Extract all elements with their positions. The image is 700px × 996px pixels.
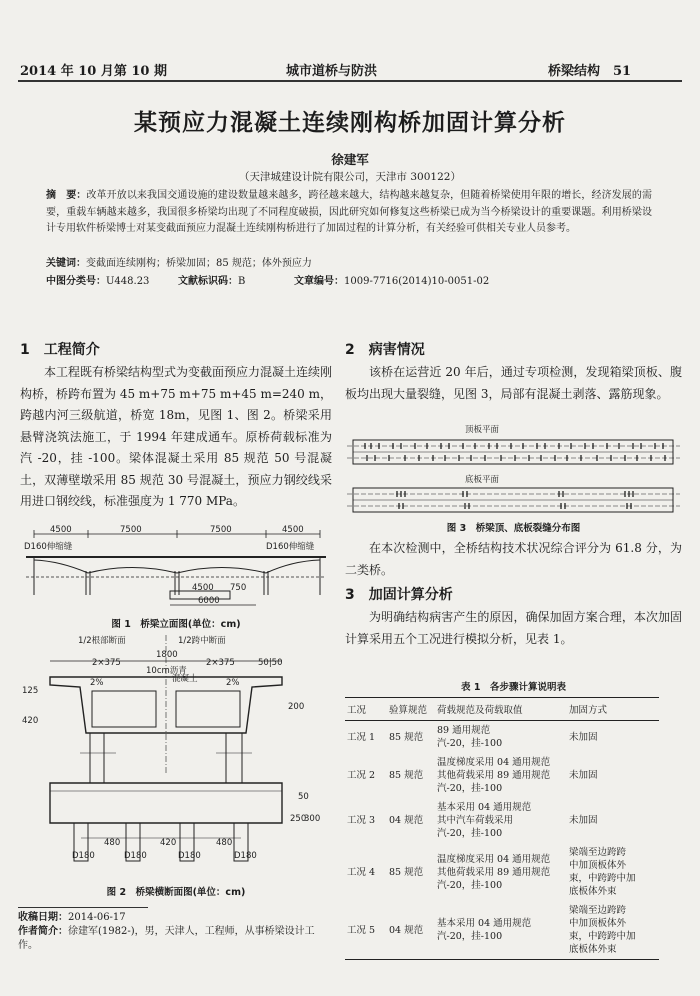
- fig2-dim-250: 250: [290, 814, 307, 824]
- table-cell: 04 规范: [389, 815, 424, 826]
- footnote-rule: [18, 907, 148, 908]
- fig2-pile-2: D180: [124, 851, 147, 861]
- fig2-dim-300: 300: [304, 814, 321, 824]
- fig1-right-joint: D160伸缩缝: [266, 542, 315, 552]
- keywords-label: 关键词：: [46, 258, 86, 269]
- table-header-cell: 加固方式: [567, 698, 659, 721]
- table-cell: 85 规范: [389, 866, 424, 878]
- clc-number: [46, 272, 149, 287]
- affiliation: （天津城建设计院有限公司，天津市 300122）: [239, 171, 461, 183]
- fig2-curb: 50|50: [258, 658, 283, 668]
- figure3-crack-map: [345, 422, 682, 520]
- table-cell: 基本采用 04 通用规范 汽-20，挂-100: [435, 901, 567, 960]
- table-cell: 工况 5: [345, 901, 387, 960]
- header-issue: 2014 年 10 月第 10 期: [20, 64, 167, 79]
- clc-value: U448.23: [106, 276, 150, 287]
- section2-body: 该桥在运营近 20 年后，通过专项检测，发现箱梁顶板、腹板均出现大量裂缝，见图 3，局部有混凝土剥落、露筋现象。: [345, 365, 682, 401]
- table-cell: 未加固: [569, 770, 598, 781]
- table-header-row: [345, 698, 659, 721]
- fig1-dim-1: 4500: [50, 525, 72, 535]
- section1-heading: 1 工程简介: [20, 342, 100, 358]
- table-cell: 工况 2: [347, 770, 376, 781]
- section2-assessment: 在本次检测中，全桥结构技术状况综合评分为 61.8 分，为二类桥。: [345, 541, 682, 577]
- article-number: [294, 272, 489, 287]
- fig2-slope-left: 2%: [90, 678, 104, 688]
- fig2-overlay: 10cm沥青: [146, 666, 187, 676]
- fig1-dim-2: 7500: [120, 525, 142, 535]
- footnote-bio: [18, 925, 318, 953]
- table-cell: 未加固: [569, 815, 598, 826]
- received-label: 收稿日期：: [18, 912, 68, 923]
- table-cell: 04 规范: [387, 901, 435, 960]
- figure2-cross-section: [20, 633, 332, 883]
- fig2-pile-3: D180: [178, 851, 201, 861]
- table1-caption: 表 1 各步骤计算说明表: [461, 682, 566, 693]
- table-cell: 工况 1: [347, 731, 376, 743]
- header-rule: [18, 80, 682, 82]
- fig3-bottom-label: 底板平面: [465, 475, 500, 485]
- abstract: [46, 188, 652, 238]
- table-row: [345, 798, 659, 843]
- doc-label: 文献标识码：: [178, 276, 238, 287]
- table-row: [345, 843, 659, 901]
- fig2-pile-spacing-3: 480: [216, 838, 233, 848]
- fig2-width: 1800: [156, 650, 178, 660]
- doc-value: B: [238, 276, 246, 287]
- table-header-cell: 验算规范: [387, 698, 435, 721]
- figure1-caption: 图 1 桥梁立面图(单位：cm): [111, 619, 241, 630]
- table-cell: 温度梯度采用 04 通用规范 其他荷载采用 89 通用规范 汽-20，挂-100: [437, 853, 551, 891]
- section3-body: 为明确结构病害产生的原因，确保加固方案合理，本次加固计算采用五个工况进行模拟分析，见表 1。: [345, 610, 682, 646]
- fig2-slope-right: 2%: [226, 678, 240, 688]
- fig2-lane-right: 2×375: [206, 658, 235, 668]
- section1-body: 本工程既有桥梁结构型式为变截面预应力混凝土连续刚构桥，桥跨布置为 45 m+75 m+75 m+45 m=240 m，跨越内河三级航道，桥宽 18m，见图 1、图 2。桥梁采用悬臂浇筑法施工，于 1994 年建成通车。原桥荷载标准为汽 -20，挂 -100。梁体混凝土采用 85 规范 50 号混凝土，双薄壁墩采用 85 规范 30 号混凝土，预应力钢绞线采用进口钢绞线，标准强度为 1 770 MPa。: [20, 365, 333, 508]
- fig2-pile-1: D180: [72, 851, 95, 861]
- bio-text: 徐建军(1982-)，男，天津人，工程师，从事桥梁设计工作。: [18, 926, 315, 951]
- abstract-text: 改革开放以来我国交通设施的建设数量越来越多，跨径越来越大，结构越来越复杂，但随着桥梁使用年限的增长，经济发展的需要，重载车辆越来越多，我国很多桥梁均出现了不同程度破损，因此研究如何修复这些桥梁已成为当今桥梁设计的重要课题。利用桥梁设计专用软件桥梁博士对某变截面预应力混凝土连续刚构桥进行了加固过程的计算分析，有关经验可供相关专业人员参考。: [46, 190, 653, 234]
- figure1-elevation: [20, 525, 332, 611]
- section2-heading: 2 病害情况: [345, 342, 425, 358]
- art-value: 1009-7716(2014)10-0051-02: [344, 276, 490, 287]
- footnote-received: [18, 911, 318, 925]
- fig1-total: 6000: [198, 596, 220, 606]
- table-row: [345, 753, 659, 798]
- table-cell: 梁端至边跨跨 中加顶板体外 束，中跨跨中加 底板体外束: [569, 847, 636, 897]
- figure3-caption: 图 3 桥梁顶、底板裂缝分布图: [446, 523, 581, 534]
- fig2-dim-420: 420: [22, 716, 39, 726]
- fig2-dim-125: 125: [22, 686, 39, 696]
- author: 徐建军: [331, 152, 369, 167]
- clc-label: 中图分类号：: [46, 276, 106, 287]
- keywords-text: 变截面连续刚构；桥梁加固；85 规范；体外预应力: [86, 258, 312, 269]
- fig2-concrete: 混凝土: [172, 674, 198, 684]
- received-date: 2014-06-17: [68, 912, 126, 923]
- fig1-dim-4: 4500: [282, 525, 304, 535]
- fig2-dim-200: 200: [288, 702, 305, 712]
- bio-label: 作者简介：: [18, 926, 68, 937]
- section3-heading: 3 加固计算分析: [345, 587, 453, 603]
- table-cell: 85 规范: [389, 770, 424, 781]
- fig1-left-joint: D160伸缩缝: [24, 542, 73, 552]
- table-cell: 梁端至边跨跨 中加顶板体外 束，中跨跨中加 底板体外束: [567, 901, 659, 960]
- table-cell: 工况 3: [347, 815, 376, 826]
- table-header-cell: 荷载规范及荷载取值: [435, 698, 567, 721]
- table1-wrapper: [345, 697, 659, 960]
- table-cell: 温度梯度采用 04 通用规范 其他荷载采用 89 通用规范 汽-20，挂-100: [437, 757, 551, 794]
- art-label: 文章编号：: [294, 276, 344, 287]
- table-row: [345, 721, 659, 754]
- fig1-dim-3: 7500: [210, 525, 232, 535]
- table-cell: 基本采用 04 通用规范 其中汽车荷载采用 汽-20，挂-100: [437, 802, 532, 839]
- keywords: [46, 254, 652, 269]
- table-cell: 未加固: [569, 731, 598, 743]
- fig2-mid-label: 1/2跨中断面: [178, 636, 226, 646]
- fig2-pile-spacing-1: 480: [104, 838, 121, 848]
- fig2-pile-4: D180: [234, 851, 257, 861]
- fig3-top-label: 顶板平面: [465, 425, 500, 435]
- fig1-bottom-dim-2: 750: [230, 583, 247, 593]
- table1: [345, 697, 659, 960]
- fig2-root-label: 1/2根部断面: [78, 636, 126, 646]
- fig2-pile-spacing-2: 420: [160, 838, 177, 848]
- header-page: 桥梁结构 51: [548, 64, 632, 79]
- header-journal: 城市道桥与防洪: [286, 64, 378, 79]
- table-header-cell: 工况: [345, 698, 387, 721]
- table-cell: 工况 4: [347, 866, 376, 878]
- table-cell: 89 通用规范 汽-20，挂-100: [437, 725, 503, 749]
- table-row: [345, 901, 659, 960]
- doc-code: [178, 272, 245, 287]
- fig2-lane-left: 2×375: [92, 658, 121, 668]
- abstract-label: 摘 要：: [46, 190, 87, 201]
- fig1-bottom-dim-1: 4500: [192, 583, 214, 593]
- paper-title: 某预应力混凝土连续刚构桥加固计算分析: [134, 109, 566, 136]
- table-cell: 85 规范: [389, 731, 424, 743]
- figure2-caption: 图 2 桥梁横断面图(单位：cm): [106, 887, 246, 898]
- fig2-dim-50: 50: [298, 792, 309, 802]
